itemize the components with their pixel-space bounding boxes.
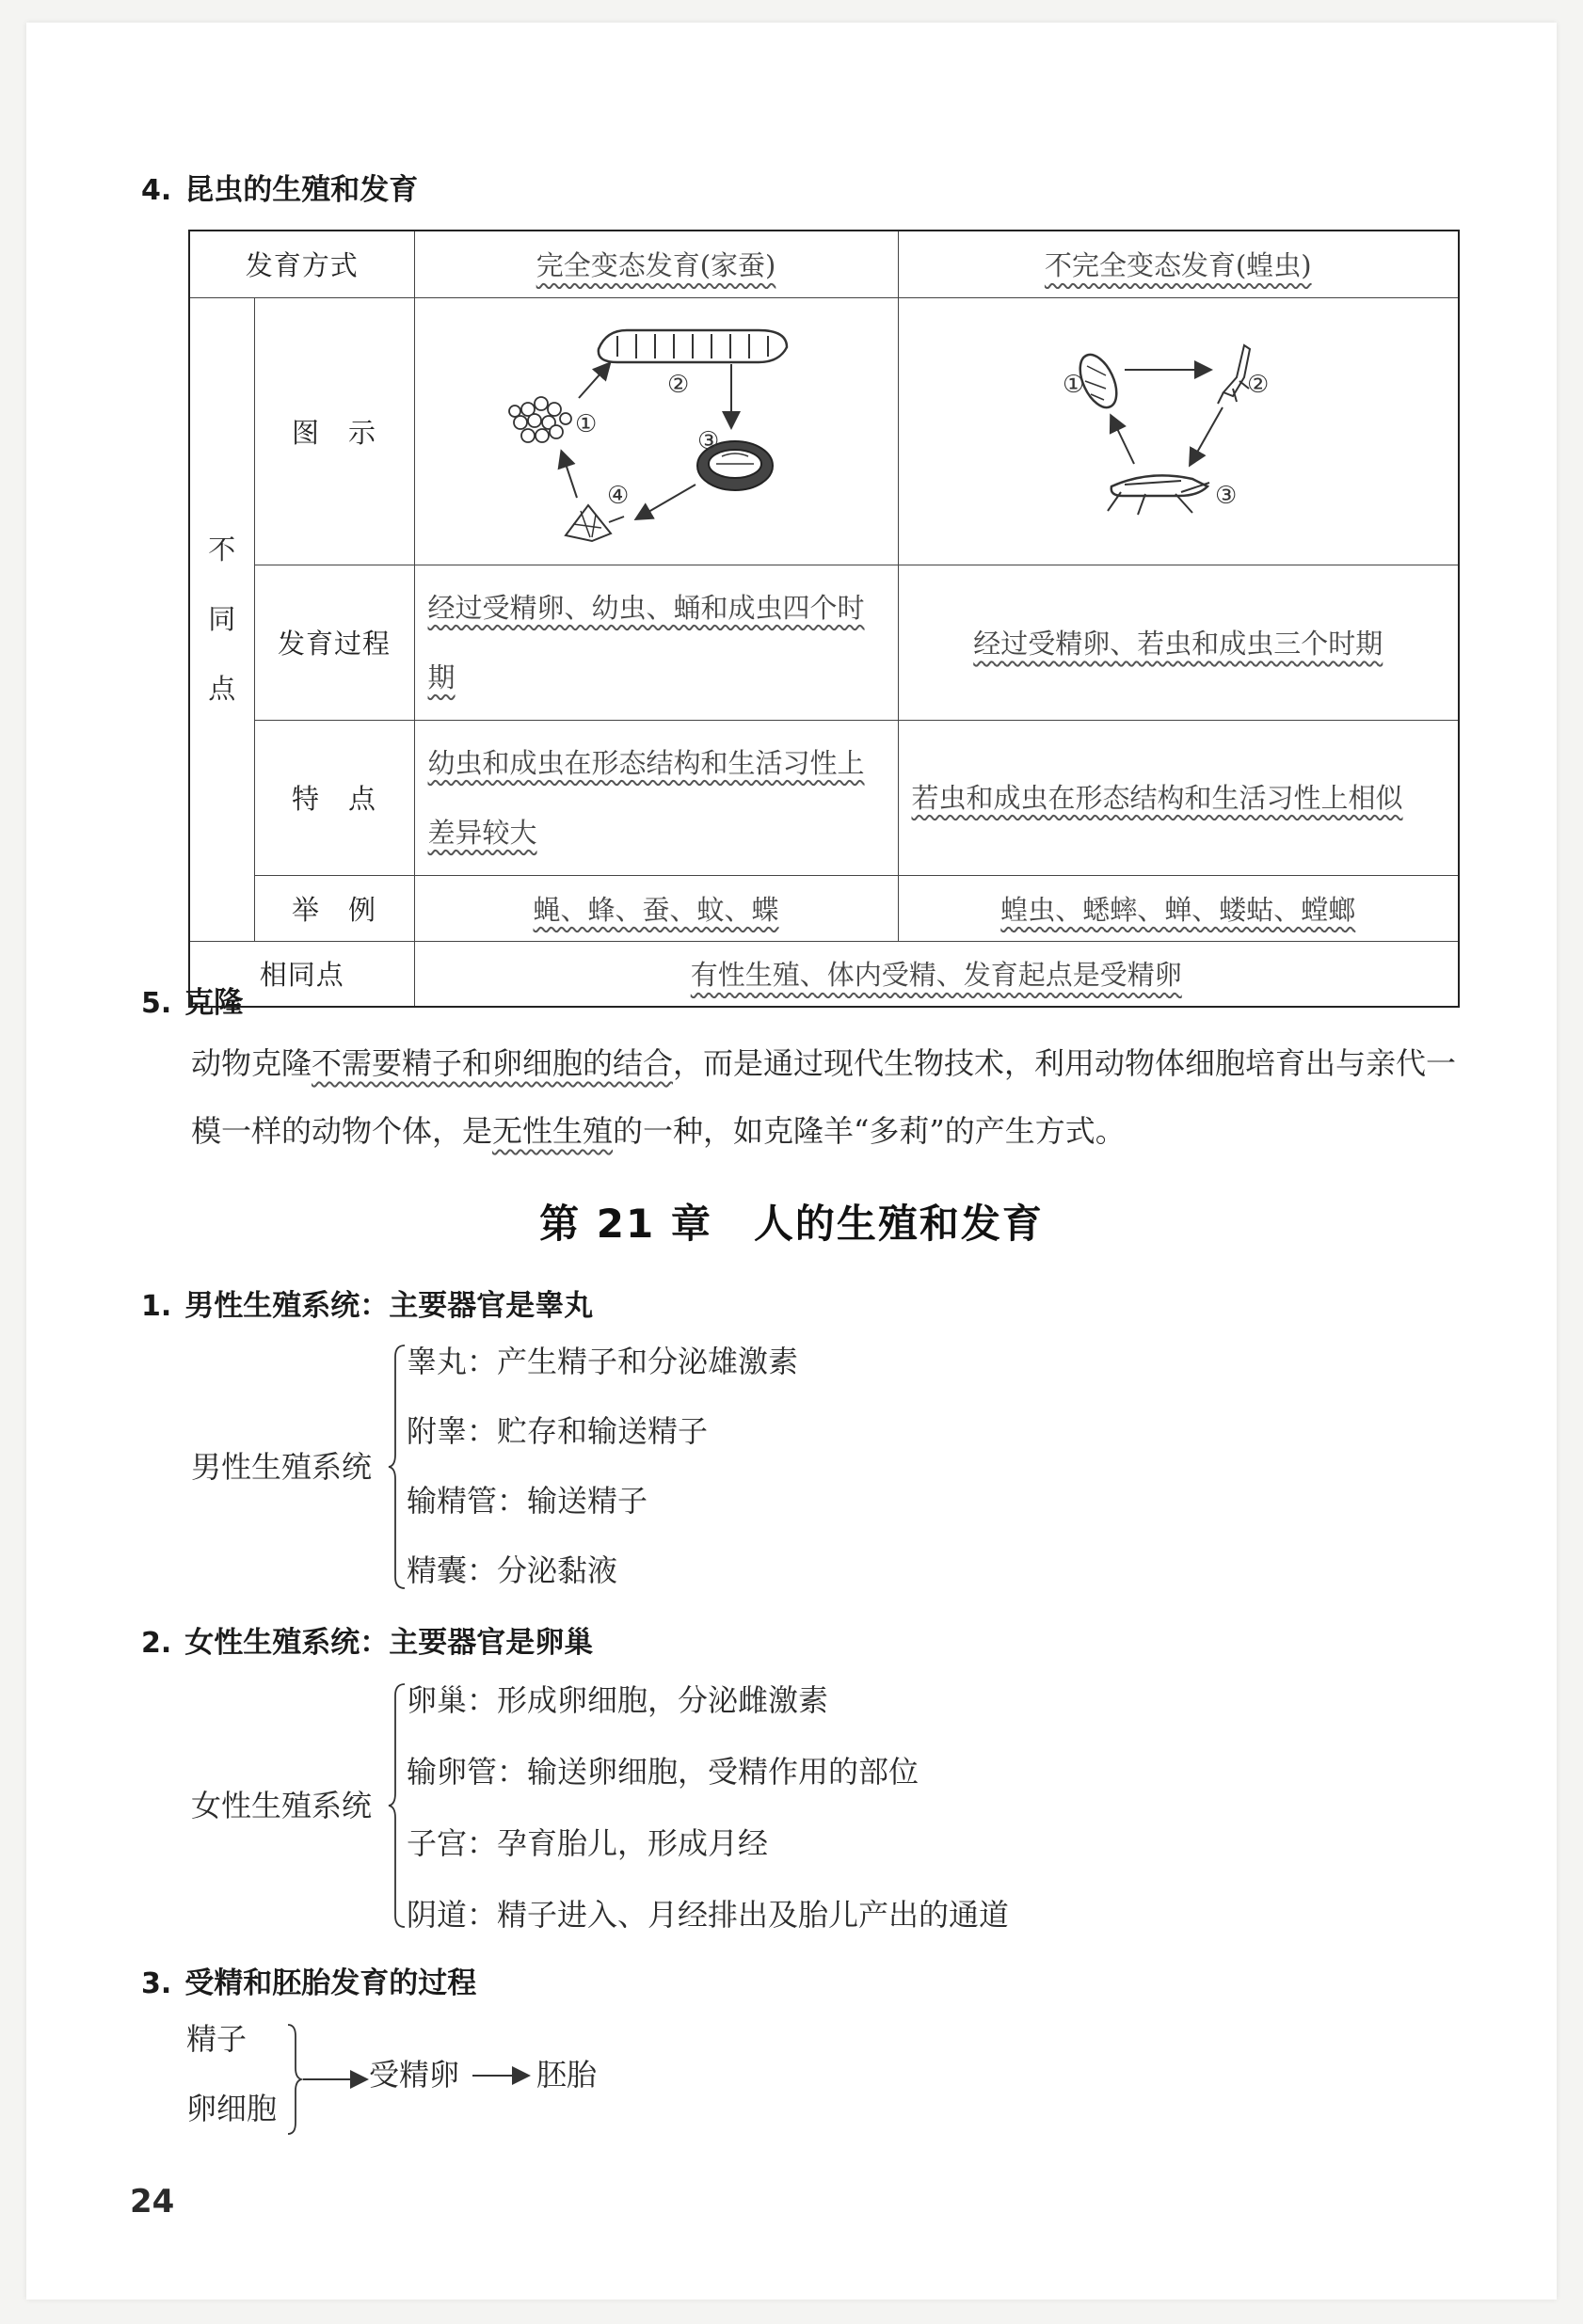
male-item-seminal-vesicle: 精囊：分泌黏液 [407, 1552, 618, 1588]
diagram-row [189, 297, 1459, 565]
feature-label: 特 点 [254, 720, 414, 875]
larva-icon [598, 330, 786, 362]
feature-complete: 幼虫和成虫在形态结构和生活习性上差异较大 [414, 720, 898, 875]
incomplete-metamorphosis-cycle [899, 298, 1460, 558]
stage-mark-2: ② [666, 370, 689, 399]
chapter-title: 第 21 章 人的生殖和发育 [539, 1201, 1044, 1247]
moth-icon [566, 505, 624, 541]
female-brace [388, 1682, 408, 1929]
section-female-heading: 2. 女性生殖系统：主要器官是卵巢 [141, 1626, 594, 1660]
female-item-oviduct: 输卵管：输送卵细胞，受精作用的部位 [407, 1754, 919, 1790]
zygote-to-embryo-arrow [471, 2066, 536, 2085]
same-row [189, 941, 1459, 1007]
process-row [189, 565, 1459, 720]
locust-cycle-diagram [898, 297, 1459, 565]
table-header-row [189, 231, 1459, 297]
process-label: 发育过程 [254, 565, 414, 720]
section-4-heading: 4. 昆虫的生殖和发育 [141, 173, 419, 207]
header-label: 发育方式 [189, 231, 414, 297]
adult-locust-icon [1108, 475, 1209, 515]
difference-label: 不 同 点 [189, 297, 254, 941]
male-system-root: 男性生殖系统 [191, 1449, 373, 1485]
same-content: 有性生殖、体内受精、发育起点是受精卵 [414, 941, 1459, 1007]
example-row [189, 875, 1459, 941]
section-male-heading: 1. 男性生殖系统：主要器官是睾丸 [141, 1289, 594, 1323]
stage-mark-1: ① [1062, 370, 1084, 399]
stage-mark-2: ② [1246, 370, 1269, 399]
female-item-ovary: 卵巢：形成卵细胞，分泌雌激素 [407, 1682, 829, 1718]
process-incomplete: 经过受精卵、若虫和成虫三个时期 [898, 565, 1459, 720]
male-brace [388, 1344, 408, 1590]
sperm-label: 精子 [186, 2021, 248, 2057]
section-5-heading: 5. 克隆 [141, 986, 244, 1020]
eggs-icon [509, 397, 571, 442]
female-item-uterus: 子宫：孕育胎儿，形成月经 [407, 1825, 769, 1861]
page-number: 24 [130, 2183, 175, 2221]
stage-mark-3: ③ [1214, 481, 1237, 510]
male-item-vas-deferens: 输精管：输送精子 [407, 1483, 648, 1519]
header-complete: 完全变态发育(家蚕) [414, 231, 898, 297]
header-incomplete: 不完全变态发育(蝗虫) [898, 231, 1459, 297]
cloning-paragraph: 动物克隆不需要精子和卵细胞的结合，而是通过现代生物技术，利用动物体细胞培育出与亲代一模一样的动物个体，是无性生殖的一种，如克隆羊“多莉”的产生方式。 [191, 1045, 1457, 1149]
silkworm-cycle-diagram [414, 297, 898, 565]
complete-metamorphosis-cycle [415, 298, 899, 558]
stage-mark-1: ① [574, 409, 597, 438]
stage-mark-3: ③ [696, 426, 719, 455]
insect-development-table [188, 230, 1460, 1008]
example-incomplete: 蝗虫、蟋蟀、蝉、蝼蛄、螳螂 [898, 875, 1459, 941]
egg-cell-label: 卵细胞 [186, 2091, 278, 2126]
feature-row [189, 720, 1459, 875]
same-label: 相同点 [189, 941, 414, 1007]
female-system-root: 女性生殖系统 [191, 1788, 373, 1823]
example-complete: 蝇、蜂、蚕、蚊、蝶 [414, 875, 898, 941]
male-item-testis: 睾丸：产生精子和分泌雄激素 [407, 1344, 799, 1379]
diagram-label: 图 示 [254, 297, 414, 565]
section-fertilization-heading: 3. 受精和胚胎发育的过程 [141, 1966, 477, 2000]
zygote-label: 受精卵 [369, 2057, 460, 2093]
embryo-label: 胚胎 [536, 2057, 598, 2093]
nymph-icon [1218, 345, 1250, 404]
female-item-vagina: 阴道：精子进入、月经排出及胎儿产出的通道 [407, 1897, 1010, 1933]
fertilization-brace [282, 2023, 376, 2136]
feature-incomplete: 若虫和成虫在形态结构和生活习性上相似 [898, 720, 1459, 875]
stage-mark-4: ④ [606, 481, 629, 510]
process-complete: 经过受精卵、幼虫、蛹和成虫四个时期 [414, 565, 898, 720]
example-label: 举 例 [254, 875, 414, 941]
male-item-epididymis: 附睾：贮存和输送精子 [407, 1413, 709, 1449]
